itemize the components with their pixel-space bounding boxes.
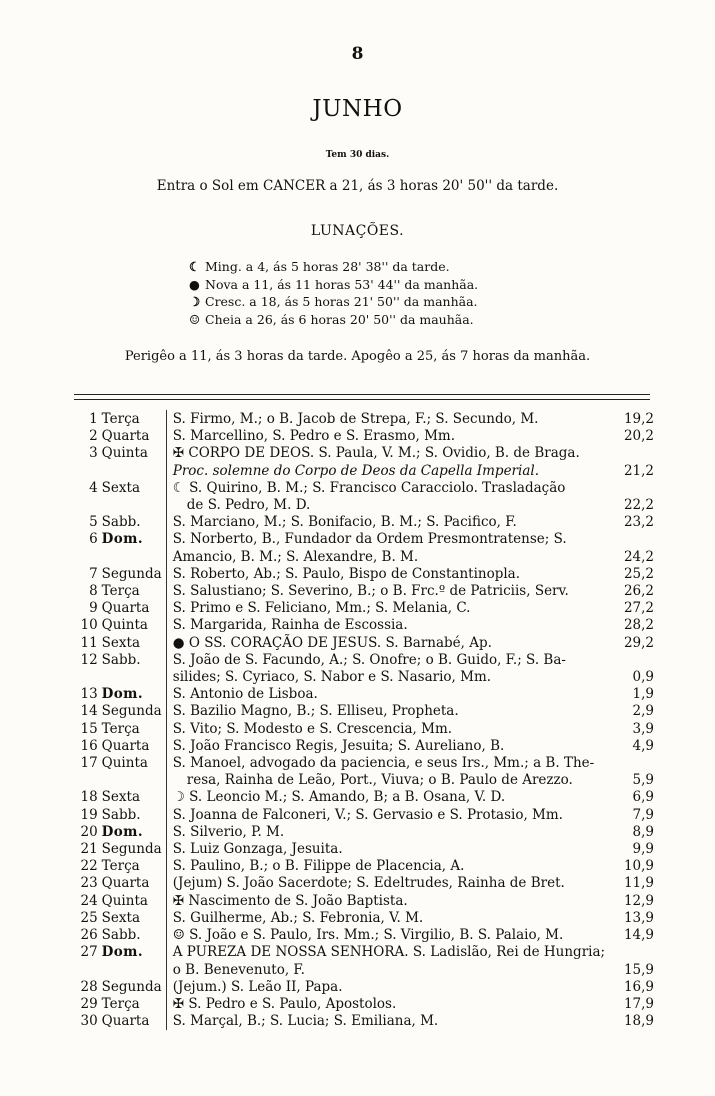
saints-description bbox=[167, 841, 619, 858]
saints-description bbox=[167, 514, 619, 531]
weekday: Dom. bbox=[101, 686, 143, 703]
row-value: 27,2 bbox=[623, 600, 655, 617]
weekday: Terça bbox=[101, 411, 140, 427]
saints-description bbox=[167, 738, 619, 755]
description-line: S. Manoel, advogado da paciencia, e seus Irs., Mm.; a B. The- bbox=[172, 755, 595, 772]
row-value: 20,2 bbox=[623, 428, 655, 445]
saints-description bbox=[167, 617, 619, 634]
last-quarter-moon-icon: ☾ bbox=[189, 259, 201, 274]
weekday: Sexta bbox=[101, 789, 140, 806]
description-line: resa, Rainha de Leão, Port., Viuva; o B. Paulo de Arezzo. bbox=[186, 772, 573, 789]
new-moon-icon: ● bbox=[189, 276, 200, 292]
value-column bbox=[619, 531, 655, 565]
saints-description bbox=[167, 600, 619, 617]
row-value bbox=[619, 944, 655, 961]
description-line: A PUREZA DE NOSSA SENHORA. S. Ladislão, Rei de Hungria; bbox=[172, 944, 606, 961]
weekday: Quarta bbox=[101, 737, 150, 754]
day-number: 10 bbox=[80, 617, 98, 634]
value-column bbox=[619, 635, 655, 652]
row-value: 6,9 bbox=[632, 789, 655, 806]
value-column bbox=[619, 652, 655, 686]
saints-description bbox=[167, 721, 619, 738]
calendar-row bbox=[74, 996, 654, 1013]
value-column bbox=[619, 841, 655, 858]
row-value: 10,9 bbox=[623, 858, 655, 875]
day-number: 6 bbox=[89, 531, 98, 548]
calendar-row bbox=[74, 721, 654, 738]
value-column bbox=[619, 721, 655, 738]
calendar-row bbox=[74, 979, 654, 996]
weekday: Terça bbox=[101, 720, 140, 737]
saints-description bbox=[167, 583, 619, 600]
saints-description bbox=[167, 411, 619, 428]
day-number: 8 bbox=[89, 583, 98, 600]
row-value: 7,9 bbox=[632, 806, 655, 823]
value-column bbox=[619, 910, 655, 927]
value-column bbox=[619, 480, 655, 514]
saints-description bbox=[167, 480, 619, 514]
weekday: Sexta bbox=[101, 909, 140, 926]
calendar-row bbox=[74, 600, 654, 617]
saints-description bbox=[167, 789, 619, 806]
calendar-row bbox=[74, 858, 654, 875]
day-number: 17 bbox=[80, 755, 98, 772]
description-line: S. Roberto, Ab.; S. Paulo, Bispo de Constantinopla. bbox=[172, 565, 521, 582]
day-number: 3 bbox=[89, 445, 98, 462]
weekday: Sabb. bbox=[101, 806, 141, 823]
weekday: Terça bbox=[101, 583, 140, 600]
weekday: Quinta bbox=[101, 892, 148, 909]
weekday: Segunda bbox=[101, 565, 162, 582]
first-quarter-moon-icon: ☽ bbox=[189, 294, 201, 309]
days-note: Tem 30 dias. bbox=[325, 150, 390, 160]
description-line: ☾ S. Quirino, B. M.; S. Francisco Caracciolo. Trasladação bbox=[172, 479, 566, 496]
calendar-row bbox=[74, 738, 654, 755]
description-line: S. Vito; S. Modesto e S. Crescencia, Mm. bbox=[172, 720, 453, 737]
row-value: 19,2 bbox=[623, 411, 655, 427]
row-value bbox=[619, 445, 655, 462]
row-value: 24,2 bbox=[623, 548, 655, 565]
value-column bbox=[619, 514, 655, 531]
value-column bbox=[619, 583, 655, 600]
description-line: S. João Francisco Regis, Jesuita; S. Aureliano, B. bbox=[172, 737, 505, 754]
description-line: S. Paulino, B.; o B. Filippe de Placencia, A. bbox=[172, 858, 465, 875]
saints-description bbox=[167, 824, 619, 841]
description-line: S. Guilherme, Ab.; S. Febronia, V. M. bbox=[172, 909, 424, 926]
saints-description bbox=[167, 652, 619, 686]
day-number: 14 bbox=[80, 703, 98, 720]
day-number: 9 bbox=[89, 600, 98, 617]
row-value bbox=[619, 531, 655, 548]
lunation-row bbox=[189, 293, 478, 311]
row-value: 3,9 bbox=[632, 720, 655, 737]
row-value: 22,2 bbox=[623, 497, 655, 514]
row-value bbox=[619, 755, 655, 772]
day-number: 24 bbox=[80, 892, 98, 909]
description-line: S. Margarida, Rainha de Escossia. bbox=[172, 617, 408, 634]
row-value: 12,9 bbox=[623, 892, 655, 909]
description-line: ✠ Nascimento de S. João Baptista. bbox=[172, 892, 408, 909]
day-number: 15 bbox=[80, 720, 98, 737]
description-line: silides; S. Cyriaco, S. Nabor e S. Nasario, Mm. bbox=[172, 669, 492, 686]
description-line: de S. Pedro, M. D. bbox=[186, 497, 311, 514]
value-column bbox=[619, 944, 655, 978]
calendar-row bbox=[74, 927, 654, 944]
lunation-row bbox=[189, 276, 478, 294]
day-number: 20 bbox=[80, 823, 98, 840]
value-column bbox=[619, 411, 655, 428]
calendar-row bbox=[74, 617, 654, 634]
calendar-row bbox=[74, 480, 654, 514]
description-line: (Jejum.) S. Leão II, Papa. bbox=[172, 978, 343, 995]
value-column bbox=[619, 738, 655, 755]
description-line: S. Primo e S. Feliciano, Mm.; S. Melania, C. bbox=[172, 600, 471, 617]
day-number: 5 bbox=[89, 514, 98, 531]
full-moon-icon: ☺ bbox=[189, 311, 201, 327]
weekday: Quarta bbox=[101, 1013, 150, 1030]
row-value: 5,9 bbox=[632, 772, 655, 789]
calendar-row bbox=[74, 910, 654, 927]
day-number: 13 bbox=[80, 686, 98, 703]
day-number: 19 bbox=[80, 806, 98, 823]
calendar-row bbox=[74, 703, 654, 720]
calendar-row bbox=[74, 841, 654, 858]
calendar-row bbox=[74, 652, 654, 686]
description-line: S. Bazilio Magno, B.; S. Elliseu, Propheta. bbox=[172, 703, 459, 720]
table-top-rule bbox=[74, 394, 650, 395]
value-column bbox=[619, 617, 655, 634]
lunation-row bbox=[189, 311, 478, 329]
row-value: 14,9 bbox=[623, 927, 655, 944]
description-line: ✠ CORPO DE DEOS. S. Paula, V. M.; S. Ovidio, B. de Braga. bbox=[172, 445, 580, 462]
value-column bbox=[619, 566, 655, 583]
saints-description bbox=[167, 927, 619, 944]
calendar-row bbox=[74, 807, 654, 824]
day-number: 23 bbox=[80, 875, 98, 892]
value-column bbox=[619, 686, 655, 703]
day-number: 18 bbox=[80, 789, 98, 806]
weekday: Quarta bbox=[101, 600, 150, 617]
weekday: Sexta bbox=[101, 634, 140, 651]
row-value: 8,9 bbox=[632, 823, 655, 840]
calendar-row bbox=[74, 893, 654, 910]
row-value: 28,2 bbox=[623, 617, 655, 634]
weekday: Dom. bbox=[101, 823, 143, 840]
saints-description bbox=[167, 807, 619, 824]
row-value: 23,2 bbox=[623, 514, 655, 531]
saints-description bbox=[167, 875, 619, 892]
row-value: 29,2 bbox=[623, 634, 655, 651]
calendar-row bbox=[74, 583, 654, 600]
lunations-heading: LUNAÇÕES. bbox=[310, 223, 405, 239]
row-value: 17,9 bbox=[623, 995, 655, 1012]
lunation-row bbox=[189, 258, 478, 276]
value-column bbox=[619, 600, 655, 617]
description-line: S. Marciano, M.; S. Bonifacio, B. M.; S. Pacifico, F. bbox=[172, 514, 517, 531]
lunation-text: Cresc. a 18, ás 5 horas 21' 50'' da manhãa. bbox=[205, 294, 478, 309]
calendar-row bbox=[74, 514, 654, 531]
row-value: 1,9 bbox=[632, 686, 655, 703]
row-value bbox=[619, 652, 655, 669]
description-line: S. Antonio de Lisboa. bbox=[172, 686, 318, 703]
day-number: 28 bbox=[80, 978, 98, 995]
day-number: 21 bbox=[80, 841, 98, 858]
weekday: Terça bbox=[101, 995, 140, 1012]
calendar-row bbox=[74, 1013, 654, 1030]
row-value: 0,9 bbox=[632, 669, 655, 686]
day-number: 2 bbox=[89, 428, 98, 445]
calendar-row bbox=[74, 875, 654, 892]
saints-description bbox=[167, 858, 619, 875]
saints-description bbox=[167, 996, 619, 1013]
value-column bbox=[619, 755, 655, 789]
day-number: 7 bbox=[89, 565, 98, 582]
sun-entry-text: Entra o Sol em CANCER a 21, ás 3 horas 20' 50'' da tarde. bbox=[156, 178, 559, 194]
weekday: Segunda bbox=[101, 703, 162, 720]
calendar-row bbox=[74, 789, 654, 806]
row-value: 18,9 bbox=[623, 1013, 655, 1030]
description-line: ✠ S. Pedro e S. Paulo, Apostolos. bbox=[172, 995, 397, 1012]
row-value: 16,9 bbox=[623, 978, 655, 995]
saints-description bbox=[167, 635, 619, 652]
weekday: Sabb. bbox=[101, 651, 141, 668]
value-column bbox=[619, 996, 655, 1013]
value-column bbox=[619, 979, 655, 996]
saints-description bbox=[167, 1013, 619, 1030]
day-number: 16 bbox=[80, 737, 98, 754]
saints-description bbox=[167, 755, 619, 789]
saints-description bbox=[167, 428, 619, 445]
description-line: ● O SS. CORAÇÃO DE JESUS. S. Barnabé, Ap. bbox=[172, 634, 492, 651]
description-line: ☽ S. Leoncio M.; S. Amando, B; a B. Osana, V. D. bbox=[172, 789, 506, 806]
description-line: S. Norberto, B., Fundador da Ordem Presmontratense; S. bbox=[172, 531, 567, 548]
value-column bbox=[619, 893, 655, 910]
row-value: 25,2 bbox=[623, 565, 655, 582]
lunations-list bbox=[189, 258, 478, 328]
row-value: 26,2 bbox=[623, 583, 655, 600]
value-column bbox=[619, 807, 655, 824]
description-line: S. Salustiano; S. Severino, B.; o B. Frc.º de Patriciis, Serv. bbox=[172, 583, 569, 600]
day-number: 1 bbox=[89, 411, 98, 427]
day-number: 29 bbox=[80, 995, 98, 1012]
weekday: Quarta bbox=[101, 428, 150, 445]
calendar-row bbox=[74, 944, 654, 978]
saints-description bbox=[167, 445, 619, 479]
value-column bbox=[619, 703, 655, 720]
description-line: Proc. solemne do Corpo de Deos da Capella Imperial. bbox=[172, 462, 539, 479]
day-number: 27 bbox=[80, 944, 98, 961]
weekday: Dom. bbox=[101, 944, 143, 961]
day-number: 30 bbox=[80, 1013, 98, 1030]
saints-description bbox=[167, 944, 619, 978]
description-line: S. Luiz Gonzaga, Jesuita. bbox=[172, 841, 343, 858]
saints-description bbox=[167, 910, 619, 927]
description-line: o B. Benevenuto, F. bbox=[172, 961, 305, 978]
row-value: 4,9 bbox=[632, 737, 655, 754]
description-line: S. Marcellino, S. Pedro e S. Erasmo, Mm. bbox=[172, 428, 456, 445]
value-column bbox=[619, 1013, 655, 1030]
row-value: 13,9 bbox=[623, 909, 655, 926]
weekday: Segunda bbox=[101, 978, 162, 995]
weekday: Sexta bbox=[101, 479, 140, 496]
table-top-rule-inner bbox=[74, 399, 650, 400]
description-line: ☺ S. João e S. Paulo, Irs. Mm.; S. Virgilio, B. S. Palaio, M. bbox=[172, 927, 564, 944]
saints-description bbox=[167, 531, 619, 565]
row-value: 2,9 bbox=[632, 703, 655, 720]
saints-description bbox=[167, 979, 619, 996]
row-value: 11,9 bbox=[623, 875, 655, 892]
weekday: Sabb. bbox=[101, 927, 141, 944]
calendar-row bbox=[74, 824, 654, 841]
weekday: Terça bbox=[101, 858, 140, 875]
weekday: Segunda bbox=[101, 841, 162, 858]
page-number: 8 bbox=[351, 44, 364, 64]
value-column bbox=[619, 428, 655, 445]
weekday: Dom. bbox=[101, 531, 143, 548]
weekday: Sabb. bbox=[101, 514, 141, 531]
lunation-text: Ming. a 4, ás 5 horas 28' 38'' da tarde. bbox=[205, 259, 450, 274]
description-line: S. João de S. Facundo, A.; S. Onofre; o B. Guido, F.; S. Ba- bbox=[172, 651, 566, 668]
calendar-row bbox=[74, 686, 654, 703]
weekday: Quinta bbox=[101, 617, 148, 634]
lunation-text: Nova a 11, ás 11 horas 53' 44'' da manhãa. bbox=[205, 276, 479, 292]
row-value bbox=[619, 480, 655, 497]
row-value: 9,9 bbox=[632, 841, 655, 858]
day-number: 26 bbox=[80, 927, 98, 944]
perigee-apogee-text: Perigêo a 11, ás 3 horas da tarde. Apogêo a 25, ás 7 horas da manhãa. bbox=[124, 349, 591, 364]
day-number: 25 bbox=[80, 909, 98, 926]
value-column bbox=[619, 858, 655, 875]
value-column bbox=[619, 824, 655, 841]
day-number: 4 bbox=[89, 479, 98, 496]
description-line: S. Silverio, P. M. bbox=[172, 823, 285, 840]
calendar-row bbox=[74, 635, 654, 652]
weekday: Quinta bbox=[101, 755, 148, 772]
lunation-text: Cheia a 26, ás 6 horas 20' 50'' da mauhãa. bbox=[205, 311, 474, 327]
calendar-row bbox=[74, 411, 654, 428]
calendar-row bbox=[74, 566, 654, 583]
saints-description bbox=[167, 566, 619, 583]
description-line: S. Firmo, M.; o B. Jacob de Strepa, F.; S. Secundo, M. bbox=[172, 411, 539, 427]
day-number: 12 bbox=[80, 651, 98, 668]
calendar-row bbox=[74, 531, 654, 565]
value-column bbox=[619, 927, 655, 944]
description-line: Amancio, B. M.; S. Alexandre, B. M. bbox=[172, 548, 419, 565]
description-line: S. Joanna de Falconeri, V.; S. Gervasio e S. Protasio, Mm. bbox=[172, 806, 563, 823]
calendar-row bbox=[74, 755, 654, 789]
value-column bbox=[619, 789, 655, 806]
description-line: (Jejum) S. João Sacerdote; S. Edeltrudes, Rainha de Bret. bbox=[172, 875, 565, 892]
description-line: S. Marçal, B.; S. Lucia; S. Emiliana, M. bbox=[172, 1013, 439, 1030]
row-value: 15,9 bbox=[623, 961, 655, 978]
day-number: 22 bbox=[80, 858, 98, 875]
value-column bbox=[619, 445, 655, 479]
row-value: 21,2 bbox=[623, 462, 655, 479]
calendar-row bbox=[74, 445, 654, 479]
value-column bbox=[619, 875, 655, 892]
saints-description bbox=[167, 686, 619, 703]
saints-description bbox=[167, 703, 619, 720]
day-number: 11 bbox=[80, 634, 98, 651]
calendar-table bbox=[74, 411, 654, 1030]
month-title: JUNHO bbox=[312, 96, 403, 122]
calendar-row bbox=[74, 428, 654, 445]
weekday: Quarta bbox=[101, 875, 150, 892]
saints-description bbox=[167, 893, 619, 910]
weekday: Quinta bbox=[101, 445, 148, 462]
